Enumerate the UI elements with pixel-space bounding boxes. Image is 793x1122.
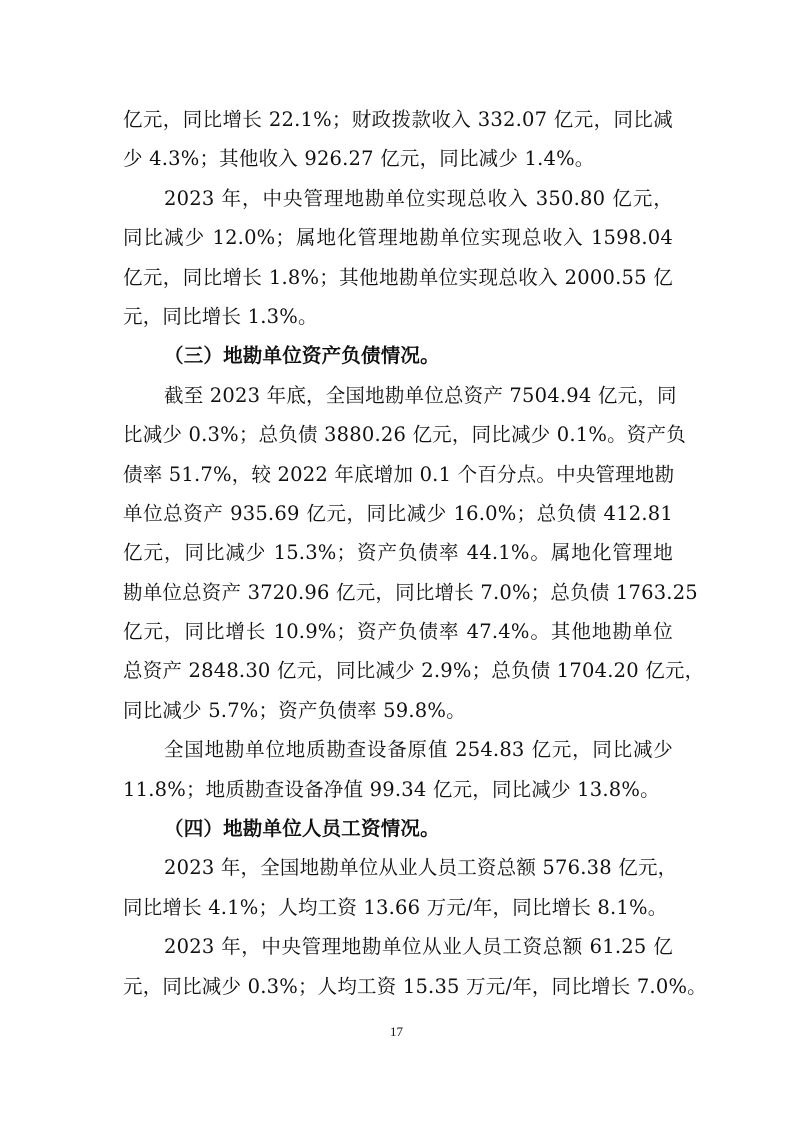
section-heading: （四）地勘单位人员工资情况。 — [164, 817, 440, 841]
text-line: 比减少 0.3%；总负债 3880.26 亿元，同比减少 0.1%。资产负 — [123, 423, 686, 447]
text-line: 截至 2023 年底，全国地勘单位总资产 7504.94 亿元，同 — [164, 383, 677, 407]
text-line: 2023 年，中央管理地勘单位实现总收入 350.80 亿元， — [164, 186, 673, 210]
text-line: 亿元，同比增长 10.9%；资产负债率 47.4%。其他地勘单位 — [123, 620, 673, 644]
text-line: 同比减少 12.0%；属地化管理地勘单位实现总收入 1598.04 — [123, 226, 673, 250]
text-line: 元，同比减少 0.3%；人均工资 15.35 万元/年，同比增长 7.0%。 — [123, 974, 707, 998]
text-line: 勘单位总资产 3720.96 亿元，同比增长 7.0%；总负债 1763.25 — [123, 580, 698, 604]
text-line: 11.8%；地质勘查设备净值 99.34 亿元，同比减少 13.8%。 — [123, 777, 660, 801]
text-line: 总资产 2848.30 亿元，同比减少 2.9%；总负债 1704.20 亿元， — [123, 659, 705, 683]
page-number: 17 — [390, 1024, 403, 1039]
text-line: 2023 年，中央管理地勘单位从业人员工资总额 61.25 亿 — [164, 935, 673, 959]
text-line: 2023 年，全国地勘单位从业人员工资总额 576.38 亿元， — [164, 856, 678, 880]
text-line: 全国地勘单位地质勘查设备原值 254.83 亿元，同比减少 — [164, 738, 673, 762]
section-heading: （三）地勘单位资产负债情况。 — [164, 344, 440, 368]
text-line: 少 4.3%；其他收入 926.27 亿元，同比减少 1.4%。 — [123, 147, 595, 171]
text-line: 债率 51.7%，较 2022 年底增加 0.1 个百分点。中央管理地勘 — [123, 462, 675, 486]
body-text — [123, 100, 707, 1006]
text-line: 单位总资产 935.69 亿元，同比减少 16.0%；总负债 412.81 — [123, 501, 673, 525]
text-line: 同比减少 5.7%；资产负债率 59.8%。 — [123, 698, 466, 722]
text-line: 亿元，同比减少 15.3%；资产负债率 44.1%。属地化管理地 — [123, 541, 673, 565]
text-line: 亿元，同比增长 22.1%；财政拨款收入 332.07 亿元，同比减 — [123, 108, 673, 131]
text-line: 亿元，同比增长 1.8%；其他地勘单位实现总收入 2000.55 亿 — [123, 265, 673, 289]
text-line: 元，同比增长 1.3%。 — [123, 304, 318, 328]
text-line: 同比增长 4.1%；人均工资 13.66 万元/年，同比增长 8.1%。 — [123, 895, 668, 919]
